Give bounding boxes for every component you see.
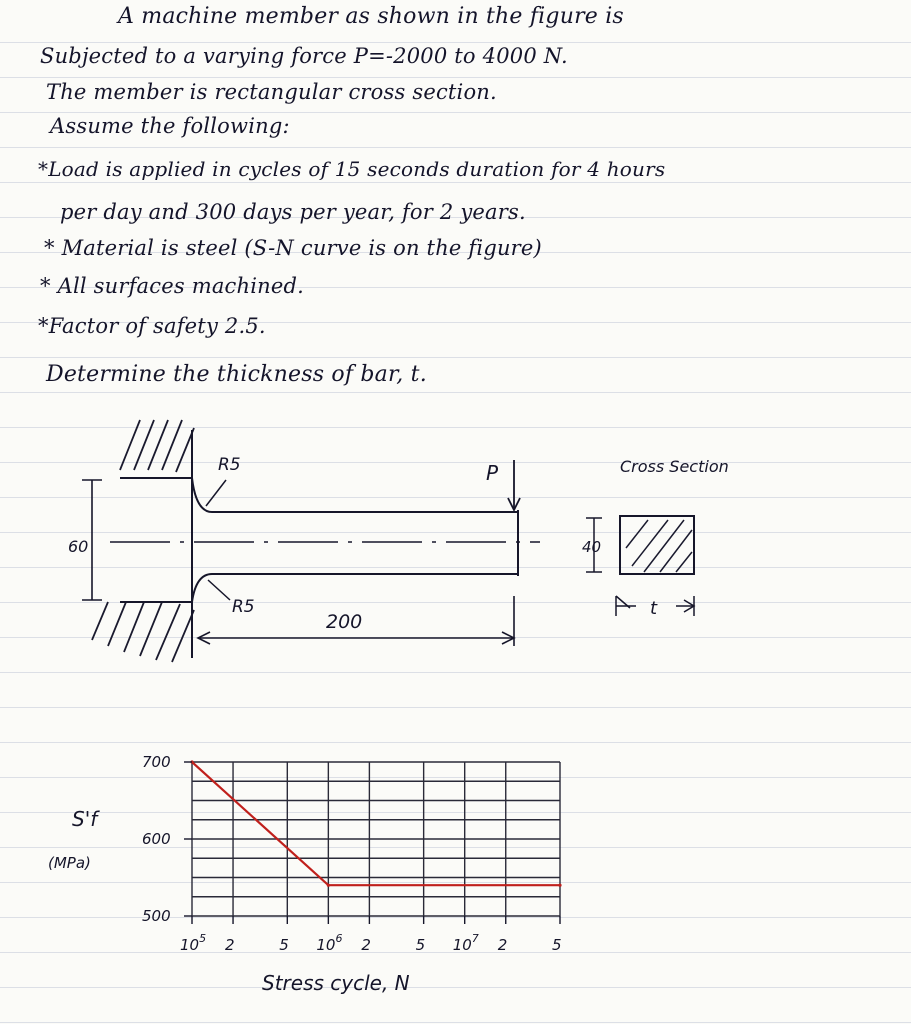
load-label: P bbox=[486, 461, 499, 485]
x-tick-labels bbox=[180, 916, 562, 954]
y-axis-symbol: S'f bbox=[72, 807, 98, 831]
y-tick-label: 700 bbox=[142, 753, 171, 771]
x-tick-label: 2 bbox=[497, 936, 508, 954]
chart-grid bbox=[192, 762, 560, 916]
x-axis-label: Stress cycle, N bbox=[262, 971, 410, 995]
x-tick-label: 2 bbox=[361, 936, 371, 954]
x-tick-label: 5 bbox=[279, 936, 289, 954]
problem-line-8: * All surfaces machined. bbox=[40, 274, 305, 298]
x-tick-label: 2 bbox=[225, 936, 235, 954]
cross-section-height-label: 40 bbox=[582, 538, 602, 556]
cross-section-title: Cross Section bbox=[620, 457, 729, 476]
problem-line-10: Determine the thickness of bar, t. bbox=[46, 362, 427, 387]
height-dimension-label: 60 bbox=[68, 537, 89, 556]
cross-section-width-label: t bbox=[650, 598, 658, 619]
problem-line-4: Assume the following: bbox=[50, 114, 290, 138]
radius-label-top: R5 bbox=[218, 455, 241, 475]
problem-line-5: *Load is applied in cycles of 15 seconds duration for 4 hours bbox=[38, 157, 666, 181]
x-tick-label: $10^5$ bbox=[180, 932, 207, 954]
problem-line-9: *Factor of safety 2.5. bbox=[38, 314, 266, 338]
sn-curve-line bbox=[192, 762, 560, 885]
problem-line-7: * Material is steel (S-N curve is on the figure) bbox=[44, 236, 542, 260]
y-tick-label: 500 bbox=[142, 907, 171, 925]
problem-line-6: per day and 300 days per year, for 2 years. bbox=[60, 200, 526, 224]
problem-line-3: The member is rectangular cross section. bbox=[46, 80, 497, 104]
x-tick-label: 5 bbox=[415, 936, 426, 954]
y-tick-labels bbox=[142, 753, 192, 925]
sn-curve-point bbox=[327, 884, 330, 887]
y-tick-label: 600 bbox=[142, 830, 171, 848]
x-tick-label: $10^7$ bbox=[452, 932, 479, 954]
x-tick-label: $10^6$ bbox=[316, 932, 343, 954]
radius-label-bottom: R5 bbox=[232, 597, 255, 617]
x-tick-label: 5 bbox=[552, 936, 562, 954]
problem-line-2: Subjected to a varying force P=-2000 to 4000 N. bbox=[40, 44, 568, 68]
y-axis-unit: (MPa) bbox=[48, 854, 91, 872]
length-dimension-label: 200 bbox=[326, 611, 363, 633]
sn-curve-point bbox=[558, 884, 561, 887]
problem-line-1: A machine member as shown in the figure is bbox=[118, 4, 624, 29]
